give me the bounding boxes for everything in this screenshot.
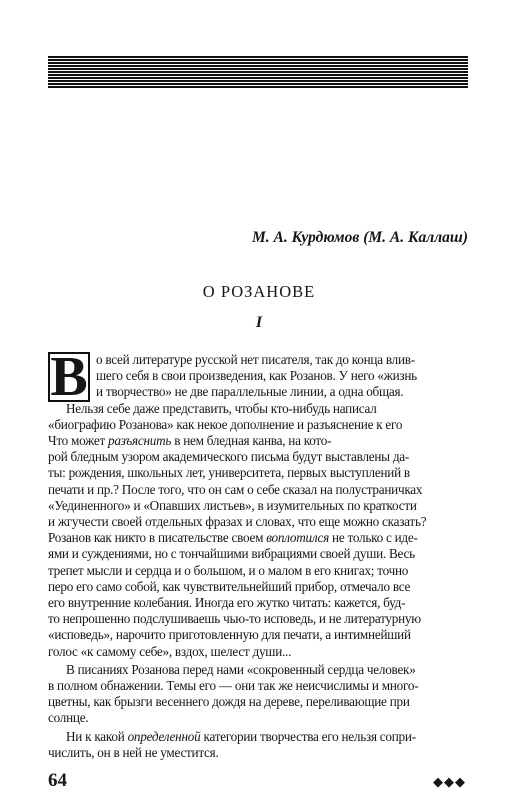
section-number: I [255,314,263,331]
text-line: печати и пр.? После того, что он сам о себе сказал на полустраничках [48,481,423,497]
text-line: шего себя в свои произведения, как Розанов. У него «жизнь [96,368,417,384]
diamond-ornament-icon: ◆◆◆ [433,774,466,789]
text-line: и творчество» не две параллельные линии, а одна общая. [96,384,404,400]
text-line: Ни к какой определенной категории творчества его нельзя сопри- [66,728,416,744]
text-line: его внутренние колебания. Иногда его жутко читать: кажется, буд- [48,595,406,610]
text-line: числить, он в ней не уместится. [48,744,219,760]
article-author: М. А. Курдюмов (М. А. Каллаш) [251,229,468,246]
text-line: солнце. [48,710,89,726]
text-line: «Уединенного» и «Опавших листьев», в изумительных по краткости [48,497,417,513]
text-line: «биографию Розанова» как некое дополнение и разъяснение к его [48,416,403,432]
drop-cap-letter: В [48,352,90,402]
text-line: Розанов как никто в писательстве своем воплотился не только с иде- [48,530,418,546]
text-line: рой бледным узором академического письма будут выставлены да- [48,449,410,465]
text-line: в полном обнажении. Темы его — они так же неисчислимы и много- [48,678,419,693]
text-line: и жгучести своей отдельных фразах и словах, что еще можно сказать? [48,514,427,529]
text-line: трепет мысли и сердца и о большом, и о малом в его книгах; точно [48,562,409,578]
article-title: О РОЗАНОВЕ [202,282,316,301]
text-line: то непрошенно подслушиваешь чью-то исповедь, и не литературную [48,611,421,627]
text-line: ты: рождения, школьных лет, университета, первых выступлений в [48,465,410,481]
text-line: перо его само собой, как чувствительнейший прибор, отмечало все [48,578,411,594]
text-line: цветны, как брызги весеннего дождя на дереве, переливающие при [48,694,410,710]
decorative-header-band [48,56,468,88]
text-line: В писаниях Розанова перед нами «сокровенный сердца человек» [66,661,416,677]
text-line: Что может разъяснить в нем бледная канва, на кото- [48,433,332,448]
text-line: голос «к самому себе», вздох, шелест души... [48,643,292,659]
text-line: Нельзя себе даже представить, чтобы кто-нибудь написал [66,400,377,416]
text-line: о всей литературе русской нет писателя, так до конца влив- [96,352,415,367]
page-number: 64 [48,770,67,791]
text-line: ями и суждениями, но с тончайшими вибрациями своей души. Весь [48,546,415,562]
text-line: «исповедь», нарочито приготовленную для печати, а интимнейший [48,627,411,643]
